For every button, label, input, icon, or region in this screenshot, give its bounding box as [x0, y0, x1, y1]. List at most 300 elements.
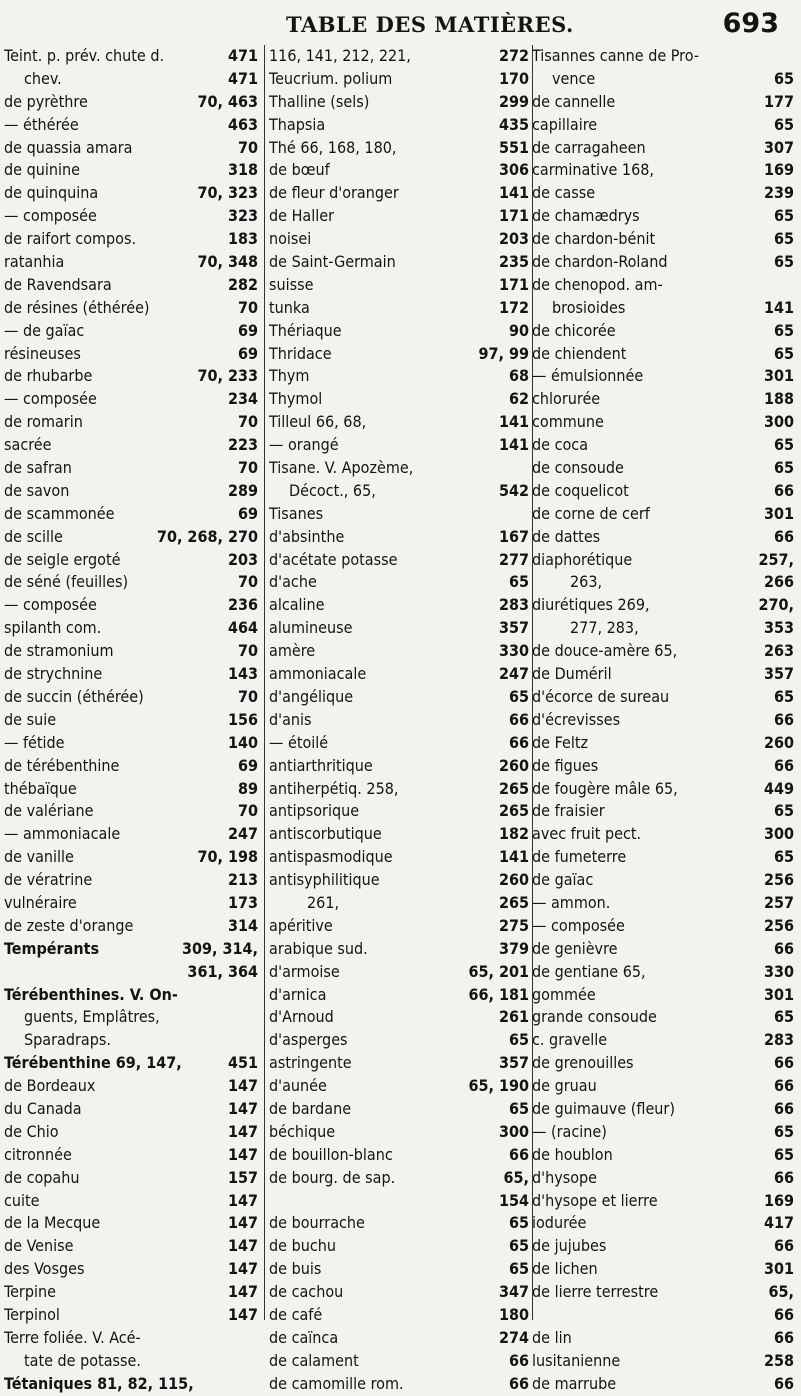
entry-pages: 234	[227, 389, 258, 409]
index-entry	[532, 1190, 794, 1213]
index-entry	[4, 45, 258, 68]
index-entry	[269, 1075, 529, 1098]
entry-pages: 66	[773, 1053, 794, 1073]
entry-term: ammoniacale	[269, 664, 367, 684]
entry-term: de bourrache	[269, 1213, 365, 1233]
index-entry	[532, 549, 794, 572]
entry-pages: 65	[773, 847, 794, 867]
entry-term: de succin (éthérée)	[4, 686, 144, 706]
index-entry	[269, 778, 529, 801]
entry-pages: 464	[227, 618, 258, 638]
index-entry	[532, 571, 794, 594]
entry-term: de séné (feuilles)	[4, 572, 129, 592]
index-entry	[4, 251, 258, 274]
entry-term: arabique sud.	[269, 938, 368, 958]
entry-term: Tétaniques 81, 82, 115,	[4, 1373, 194, 1393]
entry-term: lusitanienne	[532, 1350, 621, 1370]
entry-term: Tisannes canne de Pro-	[532, 46, 700, 65]
index-entry	[4, 1144, 258, 1167]
entry-term: de Venise	[4, 1236, 74, 1256]
entry-pages: 65	[773, 206, 794, 226]
entry-pages: 66	[773, 1373, 794, 1393]
entry-pages: 301	[763, 503, 794, 523]
entry-pages: 265	[498, 778, 529, 798]
entry-pages: 283	[763, 1030, 794, 1050]
index-entry	[269, 1327, 529, 1350]
entry-pages: 66	[773, 1236, 794, 1256]
index-entry	[4, 1304, 258, 1327]
index-entry	[532, 778, 794, 801]
entry-term: de lin	[532, 1327, 572, 1347]
index-entry	[4, 1327, 258, 1350]
index-entry	[532, 1052, 794, 1075]
index-entry	[4, 68, 258, 91]
entry-pages: 247	[498, 664, 529, 684]
entry-pages: 65	[773, 686, 794, 706]
entry-pages: 171	[498, 274, 529, 294]
index-entry	[4, 1121, 258, 1144]
entry-term: cuite	[4, 1190, 40, 1210]
index-entry	[269, 114, 529, 137]
entry-term: Thymol	[269, 389, 323, 409]
entry-term: amère	[269, 641, 316, 661]
index-entry	[532, 274, 794, 297]
entry-pages: 65	[773, 114, 794, 134]
index-entry	[532, 1006, 794, 1029]
entry-pages: 451	[227, 1053, 258, 1073]
entry-term: de Bordeaux	[4, 1076, 96, 1096]
entry-term: — composée	[4, 389, 97, 409]
entry-term: diaphorétique	[532, 549, 633, 569]
entry-pages: 275	[498, 915, 529, 935]
index-entry	[4, 1235, 258, 1258]
entry-term: de consoude	[532, 458, 624, 478]
index-entry	[269, 594, 529, 617]
index-entry	[4, 1350, 258, 1373]
index-entry	[269, 617, 529, 640]
index-entry	[532, 68, 794, 91]
entry-term: de térébenthine	[4, 755, 120, 775]
entry-term: de lierre terrestre	[532, 1282, 659, 1302]
entry-term: tate de potasse.	[24, 1350, 141, 1370]
entry-term: — fétide	[4, 732, 65, 752]
index-entry	[269, 1052, 529, 1075]
index-entry	[4, 640, 258, 663]
index-entry	[269, 1121, 529, 1144]
entry-pages: 70, 463	[197, 91, 258, 111]
entry-term: antiarthritique	[269, 755, 373, 775]
index-entry	[4, 297, 258, 320]
entry-term: Terre foliée. V. Acé-	[4, 1327, 141, 1347]
entry-term: de figues	[532, 755, 599, 775]
index-entry	[532, 297, 794, 320]
entry-term: de quassia amara	[4, 137, 133, 157]
entry-pages: 66	[508, 1373, 529, 1393]
entry-pages: 266	[763, 572, 794, 592]
entry-term: d'asperges	[269, 1030, 348, 1050]
entry-term: de chamædrys	[532, 206, 640, 226]
index-entry	[269, 1006, 529, 1029]
entry-term: chev.	[24, 68, 62, 88]
index-entry	[4, 823, 258, 846]
entry-term: — étoilé	[269, 732, 329, 752]
entry-pages: 289	[227, 480, 258, 500]
index-entry	[4, 1167, 258, 1190]
entry-term: de rhubarbe	[4, 366, 93, 386]
index-column-2	[264, 45, 533, 1393]
entry-pages: 65	[773, 801, 794, 821]
entry-term: antispasmodique	[269, 847, 393, 867]
entry-term: de guimauve (fleur)	[532, 1098, 675, 1118]
entry-pages: 379	[498, 938, 529, 958]
entry-term: guents, Emplâtres,	[24, 1007, 160, 1027]
entry-term: d'hysope	[532, 1167, 598, 1187]
entry-pages: 261	[498, 1007, 529, 1027]
entry-term: de chardon-Roland	[532, 252, 668, 272]
index-entry	[532, 1327, 794, 1350]
entry-pages: 307	[763, 137, 794, 157]
index-entry	[532, 984, 794, 1007]
entry-term: du Canada	[4, 1098, 82, 1118]
entry-pages: 65	[773, 1121, 794, 1141]
entry-pages: 247	[227, 824, 258, 844]
entry-pages: 357	[498, 1053, 529, 1073]
index-entry	[4, 1029, 258, 1052]
entry-pages: 147	[227, 1213, 258, 1233]
index-entry	[269, 1281, 529, 1304]
entry-term: de résines (éthérée)	[4, 297, 150, 317]
entry-pages: 66	[773, 480, 794, 500]
entry-pages: 70	[237, 458, 258, 478]
index-entry	[4, 91, 258, 114]
entry-pages: 299	[498, 91, 529, 111]
entry-pages: 70, 198	[197, 847, 258, 867]
entry-pages: 417	[763, 1213, 794, 1233]
entry-pages: 66	[508, 709, 529, 729]
index-entry	[532, 686, 794, 709]
index-entry	[532, 526, 794, 549]
entry-term: d'absinthe	[269, 526, 345, 546]
index-entry	[532, 388, 794, 411]
entry-pages: 301	[763, 1259, 794, 1279]
entry-pages: 347	[498, 1282, 529, 1302]
index-entry	[532, 320, 794, 343]
entry-term: de bouillon-blanc	[269, 1144, 393, 1164]
entry-term: de Haller	[269, 206, 334, 226]
entry-term: diurétiques 269,	[532, 595, 650, 615]
index-entry	[4, 1190, 258, 1213]
index-entry	[532, 594, 794, 617]
index-entry	[269, 1373, 529, 1396]
entry-pages: 69	[237, 755, 258, 775]
index-entry	[4, 503, 258, 526]
entry-pages: 141	[498, 847, 529, 867]
index-entry	[4, 1373, 258, 1396]
index-entry	[269, 709, 529, 732]
index-entry	[269, 1235, 529, 1258]
entry-pages: 323	[227, 206, 258, 226]
entry-term: Décoct., 65,	[289, 480, 376, 500]
entry-pages: 542	[498, 480, 529, 500]
index-entry	[532, 961, 794, 984]
entry-term: d'anis	[269, 709, 312, 729]
entry-term: résineuses	[4, 343, 81, 363]
index-entry	[532, 1304, 794, 1327]
entry-term: Thym	[269, 366, 310, 386]
index-entry	[269, 1190, 529, 1213]
entry-pages: 66	[773, 1304, 794, 1324]
index-entry	[532, 755, 794, 778]
index-entry	[4, 320, 258, 343]
entry-pages: 235	[498, 252, 529, 272]
entry-term: Sparadraps.	[24, 1030, 111, 1050]
entry-term: Thériaque	[269, 320, 342, 340]
entry-term: d'écrevisses	[532, 709, 621, 729]
entry-pages: 65	[773, 458, 794, 478]
entry-term: de dattes	[532, 526, 601, 546]
entry-term: astringente	[269, 1053, 352, 1073]
entry-term: Thridace	[269, 343, 332, 363]
index-entry	[4, 343, 258, 366]
entry-term: citronnée	[4, 1144, 72, 1164]
index-entry	[532, 159, 794, 182]
index-entry	[4, 892, 258, 915]
entry-pages: 65	[508, 1259, 529, 1279]
entry-pages: 66	[773, 709, 794, 729]
index-entry	[532, 1098, 794, 1121]
entry-pages: 69	[237, 503, 258, 523]
entry-term: de scille	[4, 526, 63, 546]
entry-term: d'arnica	[269, 984, 327, 1004]
entry-pages: 147	[227, 1144, 258, 1164]
entry-term: de coca	[532, 435, 589, 455]
index-entry	[269, 457, 529, 480]
index-entry	[4, 1075, 258, 1098]
entry-term: des Vosges	[4, 1259, 85, 1279]
entry-pages: 263	[763, 641, 794, 661]
index-entry	[269, 961, 529, 984]
entry-term: antipsorique	[269, 801, 360, 821]
entry-term: de Ravendsara	[4, 274, 112, 294]
entry-pages: 203	[498, 229, 529, 249]
entry-term: d'angélique	[269, 686, 354, 706]
entry-pages: 239	[763, 183, 794, 203]
entry-term: de chenopod. am-	[532, 274, 663, 294]
entry-pages: 309, 314,	[181, 938, 258, 958]
index-entry	[532, 1281, 794, 1304]
entry-term: de quinine	[4, 160, 80, 180]
entry-term: — orangé	[269, 435, 339, 455]
index-entry	[4, 755, 258, 778]
index-entry	[532, 457, 794, 480]
index-entry	[4, 457, 258, 480]
index-entry	[532, 228, 794, 251]
entry-term: — composée	[532, 915, 625, 935]
entry-term: de bourg. de sap.	[269, 1167, 396, 1187]
entry-pages: 90	[508, 320, 529, 340]
index-entry	[532, 1029, 794, 1052]
entry-term: Térébenthine 69, 147,	[4, 1053, 182, 1073]
entry-pages: 314	[227, 915, 258, 935]
index-entry	[532, 343, 794, 366]
entry-pages: 357	[763, 664, 794, 684]
entry-term: de suie	[4, 709, 57, 729]
index-entry	[532, 1075, 794, 1098]
entry-pages: 300	[763, 824, 794, 844]
entry-term: de raifort compos.	[4, 229, 137, 249]
entry-pages: 551	[498, 137, 529, 157]
entry-term: de lichen	[532, 1259, 598, 1279]
entry-term: Terpine	[4, 1282, 56, 1302]
entry-term: Térébenthines. V. On-	[4, 984, 178, 1004]
entry-term: — émulsionnée	[532, 366, 644, 386]
entry-pages: 97, 99	[478, 343, 529, 363]
entry-pages: 203	[227, 549, 258, 569]
entry-term: de camomille rom.	[269, 1373, 404, 1393]
index-entry	[269, 343, 529, 366]
index-entry	[269, 823, 529, 846]
entry-term: spilanth com.	[4, 618, 102, 638]
entry-term: antiherpétiq. 258,	[269, 778, 399, 798]
entry-term: de Feltz	[532, 732, 589, 752]
index-entry	[4, 846, 258, 869]
index-entry	[532, 1235, 794, 1258]
entry-pages: 65, 190	[468, 1076, 529, 1096]
index-entry	[269, 228, 529, 251]
index-entry	[4, 434, 258, 457]
entry-pages: 140	[227, 732, 258, 752]
entry-term: grande consoude	[532, 1007, 657, 1027]
entry-pages: 171	[498, 206, 529, 226]
entry-term: béchique	[269, 1121, 336, 1141]
index-entry	[532, 182, 794, 205]
entry-pages: 66	[508, 1350, 529, 1370]
entry-pages: 471	[227, 46, 258, 65]
index-entry	[4, 800, 258, 823]
entry-term: — ammon.	[532, 892, 611, 912]
page-number: 693	[722, 8, 779, 39]
entry-term: de carragaheen	[532, 137, 646, 157]
index-entry	[269, 411, 529, 434]
entry-pages: 66	[508, 1144, 529, 1164]
entry-term: commune	[532, 412, 604, 432]
entry-pages: 260	[498, 870, 529, 890]
page-header	[0, 8, 801, 48]
index-entry	[4, 205, 258, 228]
entry-pages: 330	[763, 961, 794, 981]
index-entry	[4, 274, 258, 297]
index-entry	[532, 251, 794, 274]
entry-pages: 283	[498, 595, 529, 615]
index-entry	[532, 800, 794, 823]
entry-pages: 223	[227, 435, 258, 455]
index-entry	[4, 984, 258, 1007]
index-entry	[269, 526, 529, 549]
index-entry	[4, 1052, 258, 1075]
index-entry	[532, 869, 794, 892]
entry-pages: 66	[773, 1327, 794, 1347]
index-entry	[269, 297, 529, 320]
entry-pages: 66	[773, 755, 794, 775]
index-entry	[4, 526, 258, 549]
entry-term: sacrée	[4, 435, 52, 455]
entry-pages: 65	[773, 252, 794, 272]
entry-pages: 449	[763, 778, 794, 798]
entry-term: de casse	[532, 183, 596, 203]
entry-pages: 147	[227, 1098, 258, 1118]
index-entry	[269, 1350, 529, 1373]
entry-term: de houblon	[532, 1144, 613, 1164]
index-entry	[4, 1098, 258, 1121]
index-entry	[532, 732, 794, 755]
entry-term: de pyrèthre	[4, 91, 88, 111]
index-entry	[4, 182, 258, 205]
entry-term: de safran	[4, 458, 72, 478]
entry-pages: 156	[227, 709, 258, 729]
index-entry	[532, 114, 794, 137]
index-entry	[4, 1212, 258, 1235]
entry-pages: 147	[227, 1304, 258, 1324]
entry-pages: 147	[227, 1121, 258, 1141]
entry-pages: 65	[508, 686, 529, 706]
entry-term: de gruau	[532, 1076, 597, 1096]
entry-term: d'ache	[269, 572, 317, 592]
entry-pages: 65	[773, 320, 794, 340]
entry-pages: 172	[498, 297, 529, 317]
index-entry	[269, 892, 529, 915]
entry-pages: 70	[237, 412, 258, 432]
entry-pages: 70	[237, 641, 258, 661]
index-entry	[532, 1144, 794, 1167]
entry-pages: 68	[508, 366, 529, 386]
entry-pages: 70	[237, 801, 258, 821]
entry-pages: 65	[773, 229, 794, 249]
entry-pages: 62	[508, 389, 529, 409]
entry-pages: 277	[498, 549, 529, 569]
index-entry	[532, 617, 794, 640]
entry-term: Thalline (sels)	[269, 91, 370, 111]
index-entry	[269, 68, 529, 91]
entry-pages: 70, 348	[197, 252, 258, 272]
entry-pages: 154	[498, 1190, 529, 1210]
entry-term: Tempérants	[4, 938, 100, 958]
entry-pages: 65	[773, 68, 794, 88]
entry-pages: 70	[237, 137, 258, 157]
entry-term: d'aunée	[269, 1076, 327, 1096]
index-entry	[269, 182, 529, 205]
index-entry	[269, 640, 529, 663]
entry-pages: 70, 233	[197, 366, 258, 386]
index-entry	[532, 823, 794, 846]
index-entry	[4, 709, 258, 732]
entry-pages: 258	[763, 1350, 794, 1370]
entry-term: de corne de cerf	[532, 503, 650, 523]
entry-term: de caïnca	[269, 1327, 339, 1347]
entry-term: Tisane. V. Apozème,	[269, 458, 414, 478]
entry-pages: 265	[498, 801, 529, 821]
index-entry	[269, 1098, 529, 1121]
index-entry	[269, 663, 529, 686]
index-entry	[4, 388, 258, 411]
index-entry	[532, 1121, 794, 1144]
entry-term: vulnéraire	[4, 892, 77, 912]
entry-term: de zeste d'orange	[4, 915, 134, 935]
entry-pages: 66, 181	[468, 984, 529, 1004]
index-entry	[269, 434, 529, 457]
index-entry	[4, 869, 258, 892]
entry-term: 277, 283,	[570, 618, 639, 638]
index-entry	[532, 709, 794, 732]
